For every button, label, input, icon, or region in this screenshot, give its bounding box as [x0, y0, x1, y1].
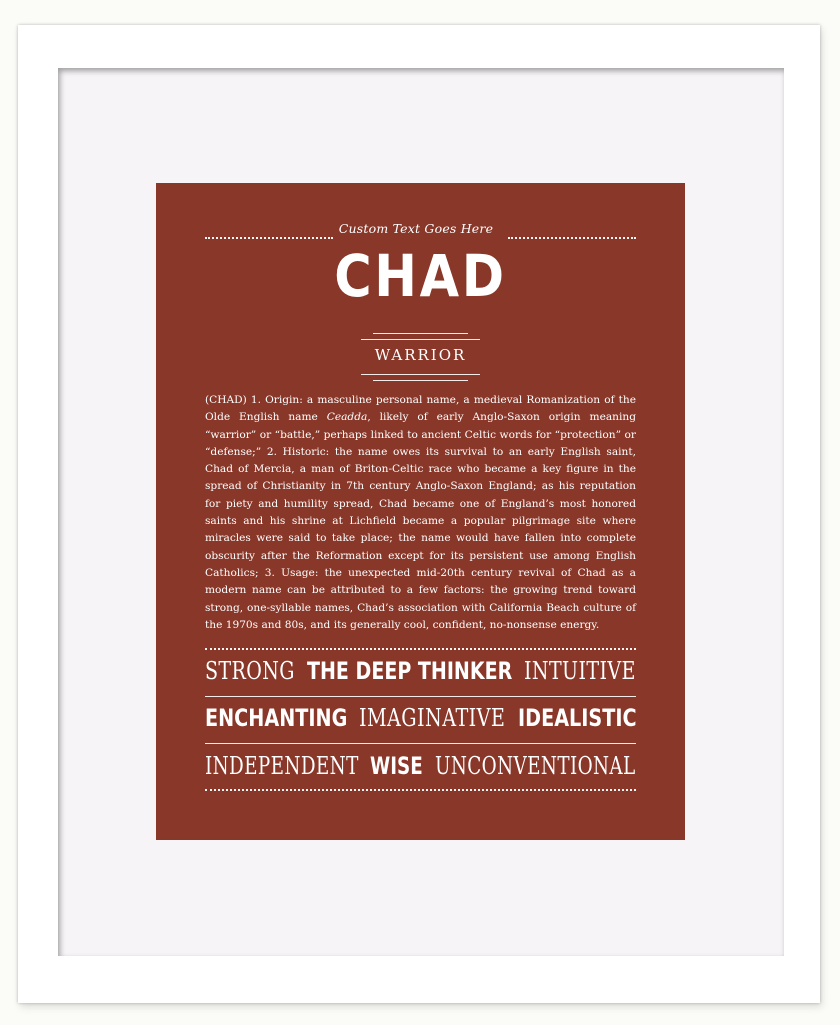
definition-part-3: , likely of early Anglo-Saxon origin meaning “warrior” or “battle,” perhaps linked to ancient Celtic words for “protection” or “defense;” 2. Historic: the name owes its survival to an early English saint, Chad of Mercia, a man of Briton-Celtic race who became a key figure in the spread of Christianity in 7th century Anglo-Saxon England; as his reputation for piety and humility spread, Chad became one of England’s most honored saints and his shrine at Lichfield became a popular pilgrimage site where miracles were said to take place; the name would have fallen into complete obscurity after the Reformation except for its persistent use among English Catholics; 3. Usage: the unexpected mid-20th century revival of Chad as a modern name can be attributed to a few factors: the growing trend toward strong, one-syllable names, Chad’s association with California Beach culture of the 1970s and 80s, and its generally cool, confident, no-nonsense energy.: [205, 411, 636, 631]
meaning-rule-bottom-2: [373, 380, 468, 381]
trait-row-2: [205, 706, 636, 730]
trait-item: STRONG: [205, 657, 295, 685]
trait-item: ENCHANTING: [205, 704, 348, 732]
trait-row-1: [205, 659, 636, 683]
trait-item: WISE: [370, 752, 424, 780]
trait-separator-2: [205, 743, 636, 744]
trait-item: INTUITIVE: [524, 657, 636, 685]
definition-part-1: (CHAD) 1. Origin: a masculine personal name, a medieval Romanization of the Olde English name: [205, 394, 636, 424]
meaning-rule-bottom-1: [361, 374, 480, 375]
definition-old-english-name: Ceadda: [326, 411, 368, 424]
name-meaning: WARRIOR: [374, 346, 467, 364]
meaning-rule-top-1: [373, 333, 468, 334]
trait-item: IDEALISTIC: [517, 704, 637, 732]
trait-item: UNCONVENTIONAL: [435, 752, 636, 780]
name-title: CHAD: [334, 242, 507, 310]
trait-item: INDEPENDENT: [205, 752, 359, 780]
trait-item: THE DEEP THINKER: [306, 657, 512, 685]
top-right-dotted-rule: [508, 237, 636, 239]
trait-separator-1: [205, 696, 636, 697]
name-definition: [205, 392, 636, 634]
custom-text: Custom Text Goes Here: [338, 221, 494, 236]
traits-bottom-dotted-rule: [205, 789, 636, 791]
top-left-dotted-rule: [205, 237, 333, 239]
name-print-panel: [156, 183, 685, 840]
trait-row-3: [205, 754, 636, 778]
trait-item: IMAGINATIVE: [359, 704, 506, 732]
meaning-rule-top-2: [361, 339, 480, 340]
traits-top-dotted-rule: [205, 648, 636, 650]
